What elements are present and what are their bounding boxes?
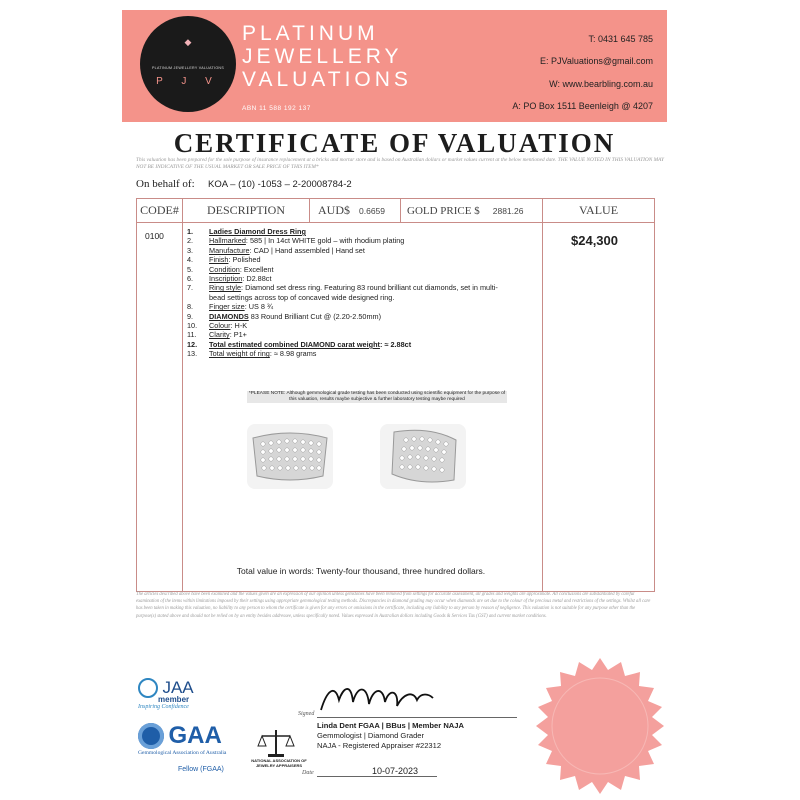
on-behalf-label: On behalf of:: [136, 178, 195, 190]
header-aud: [310, 199, 401, 223]
description-list: [187, 227, 507, 359]
value-in-words: Total value in words: Twenty-four thousand, three hundred dollars.: [236, 566, 486, 576]
diamond-icon: ◆: [184, 37, 192, 47]
gaa-emblem-icon: [138, 723, 164, 749]
list-item: 8. Finger size: US 8 ¾: [187, 302, 274, 312]
header-gold-price: [401, 199, 543, 223]
contact-email[interactable]: E: PJValuations@gmail.com: [539, 56, 653, 66]
logo-text: PLATINUM JEWELLERY VALUATIONS: [151, 66, 225, 70]
jaa-tagline: Inspiring Confidence: [138, 704, 189, 710]
list-item: 13. Total weight of ring: ≈ 8.98 grams: [187, 349, 317, 359]
list-item: 1. Ladies Diamond Dress Ring: [187, 227, 306, 236]
legal-fineprint: The articles described above have been examined and the values given are an expression of our opinion unless gemstones have been removed from settings for accurate assessment, all grades and weights are approximate. All conclusions are substantiated by careful examination of the items within limitations imposed by their settings using appropriate gemmological testing methods. Discrepancies in diamond grading may occur when diamonds are set due to the colour of the precious metal and restrictions of the settings. Whilst all care has been taken in making this valuation, no liability to any person to whom the certificate is given for any errors or omissions in the certificate, including any liability to any person by reason of negligence. This valuation is not suitable for any purpose other than the purpose(s) stated above and should not be relied on by an entity besides addressee, unless specifically noted. Values expressed in Australian dollars including Goods & Services Tax (GST) and current market conditions.: [136, 592, 651, 619]
list-item: 12. Total estimated combined DIAMOND carat weight: ≈ 2.88ct: [187, 339, 412, 349]
logo-initials: P J V: [156, 76, 220, 87]
gold-price-value: 2881.26: [492, 206, 524, 216]
brand-line: PLATINUM: [242, 22, 379, 45]
header-value: VALUE: [543, 199, 654, 223]
list-item: 5. Condition: Excellent: [187, 264, 274, 274]
jaa-member-logo: [138, 678, 194, 710]
list-item: 2. Hallmarked: 585 | In 14ct WHITE gold – with rhodium plating: [187, 236, 405, 246]
signer-name: Linda Dent FGAA | BBus | Member NAJA: [317, 721, 464, 730]
list-item: 6. Inscription: D2.88ct: [187, 274, 272, 284]
contact-address: A: PO Box 1511 Beenleigh @ 4207: [512, 101, 653, 111]
brand-line: JEWELLERY: [242, 45, 403, 68]
valuation-disclaimer: This valuation has been prepared for the sole purpose of insurance replacement at a bricks and mortar store and is based on Australian dollars or market values current at the below mentioned date. THE VALUE NOTED IN THIS VALUATION MAY NOT BE INDICATIVE OF THE USUAL MARKET OR SALE PRICE OF THIS ITEM*: [136, 157, 664, 170]
date-label: Date: [302, 770, 314, 776]
jaa-text: JAA: [162, 678, 194, 697]
date-line: [317, 776, 437, 777]
contact-website[interactable]: W: www.bearbling.com.au: [549, 79, 653, 89]
item-value: $24,300: [571, 233, 618, 248]
valuation-table: [136, 198, 655, 592]
brand-line: VALUATIONS: [242, 68, 412, 91]
jaa-diamond-icon: [138, 678, 158, 698]
signer-role: Gemmologist | Diamond Grader: [317, 731, 425, 740]
signed-label: Signed: [298, 711, 315, 717]
list-item: 9. DIAMONDS 83 Round Brilliant Cut @ (2.20-2.50mm): [187, 311, 382, 321]
gaa-text: GAA: [168, 722, 222, 749]
gaa-fellow: Fellow (FGAA): [178, 766, 224, 773]
ring-photo-side: [380, 424, 466, 489]
contact-phone: T: 0431 645 785: [588, 34, 653, 44]
aud-value: 0.6659: [359, 206, 385, 216]
testing-note: *PLEASE NOTE: Although gemmological grade testing has been conducted using scientific equipment for the purpose of this valuation, results maybe subjective & further laboratory testing maybe required: [248, 391, 506, 403]
scales-icon: [256, 728, 296, 758]
certificate-page: [122, 0, 667, 800]
pjv-logo: [140, 16, 236, 112]
list-item: 10. Colour: H-K: [187, 321, 248, 331]
jaa-member-text: member: [158, 695, 190, 704]
header-description: DESCRIPTION: [183, 199, 310, 223]
list-item: 4. Finish: Polished: [187, 255, 261, 265]
list-item: 3. Manufacture: CAD | Hand assembled | Hand set: [187, 245, 365, 255]
signature-line: [317, 717, 517, 718]
on-behalf-value: KOA – (10) -1053 – 2-20008784-2: [208, 179, 352, 190]
gold-price-label: GOLD PRICE $: [407, 205, 480, 217]
column-divider: [542, 222, 543, 591]
header-code: CODE#: [137, 199, 183, 223]
aud-label: AUD$: [318, 203, 350, 217]
naja-logo: [250, 728, 308, 768]
item-code: 0100: [145, 231, 164, 241]
abn-number: ABN 11 588 192 137: [242, 105, 311, 112]
red-seal-sticker: [530, 656, 670, 796]
brand-name: [242, 22, 412, 91]
handwritten-signature: [317, 680, 437, 714]
column-divider: [182, 222, 183, 591]
ring-photo-front: [247, 424, 333, 489]
gaa-logo: [138, 722, 226, 773]
signer-registration: NAJA - Registered Appraiser #22312: [317, 741, 442, 750]
header-banner: [122, 10, 667, 122]
list-item: 11. Clarity: P1+: [187, 330, 247, 340]
gaa-full-name: Gemmological Association of Australia: [138, 750, 227, 756]
naja-text: NATIONAL ASSOCIATION OF JEWELRY APPRAISERS: [251, 758, 307, 768]
valuation-date: 10-07-2023: [372, 766, 419, 776]
list-item: 7. Ring style: Diamond set dress ring. Featuring 83 round brilliant cut diamonds, set in multi-bead settings across top of concaved wide designed ring.: [187, 283, 498, 302]
document-title: CERTIFICATE OF VALUATION: [173, 128, 616, 158]
